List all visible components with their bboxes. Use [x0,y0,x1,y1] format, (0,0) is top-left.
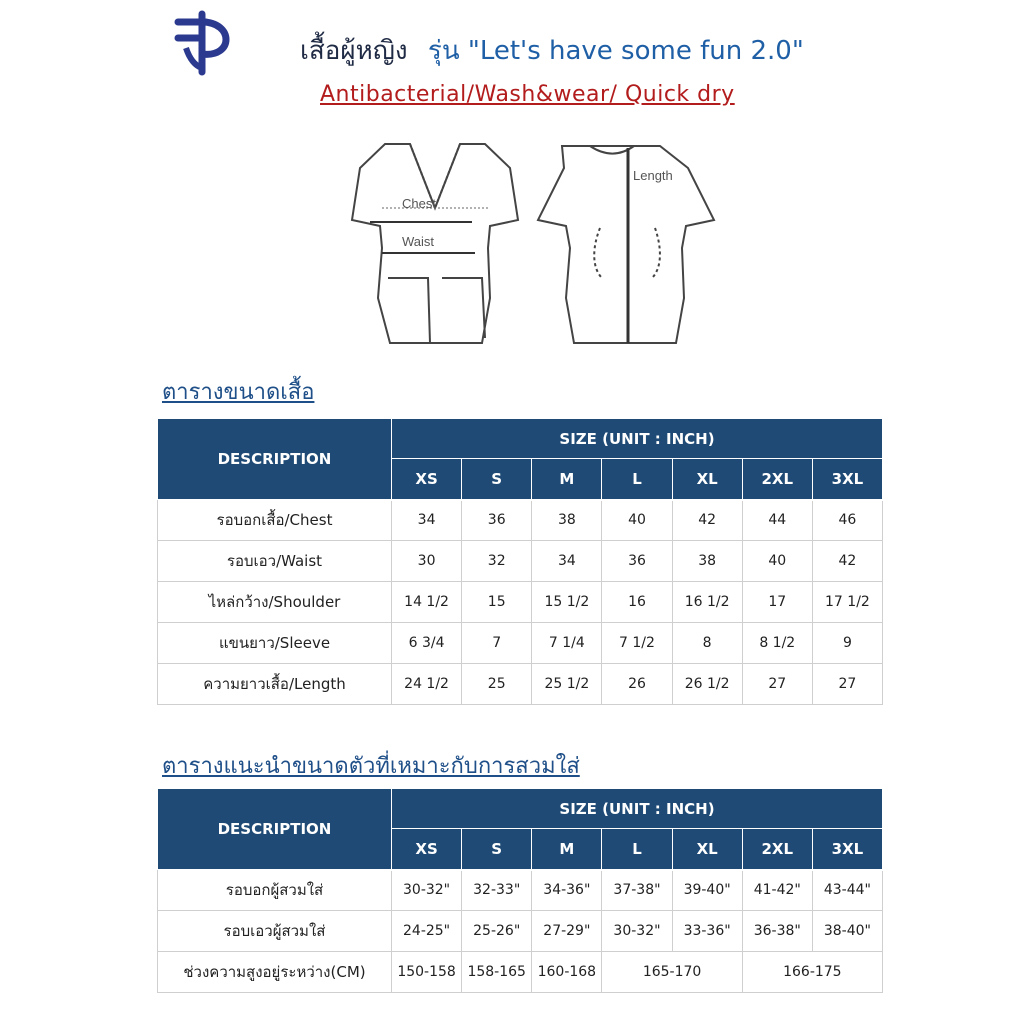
size-header-m: M [532,829,602,870]
row-value: 15 1/2 [532,582,602,623]
table-row [158,664,883,705]
size-unit-header: SIZE (UNIT : INCH) [392,419,883,459]
row-value: 38 [532,500,602,541]
row-label: รอบเอวผู้สวมใส่ [158,911,392,952]
table-row [158,911,883,952]
size-header-2xl: 2XL [742,829,812,870]
table-row [158,623,883,664]
table-row [158,582,883,623]
row-value: 30 [392,541,462,582]
row-value: 25-26" [462,911,532,952]
row-value: 24-25" [392,911,462,952]
row-value: 38-40" [812,911,882,952]
size-table [157,418,883,705]
height-range: 166-175 [742,952,882,993]
row-value: 34 [532,541,602,582]
row-value: 36-38" [742,911,812,952]
size-header-s: S [462,829,532,870]
row-value: 27 [742,664,812,705]
row-value: 26 [602,664,672,705]
row-value: 30-32" [602,911,672,952]
row-value: 37-38" [602,870,672,911]
row-label: ความยาวเสื้อ/Length [158,664,392,705]
table-row [158,500,883,541]
size-header-xs: XS [392,459,462,500]
row-value: 25 1/2 [532,664,602,705]
row-value: 26 1/2 [672,664,742,705]
row-value: 34 [392,500,462,541]
row-value: 30-32" [392,870,462,911]
row-value: 32 [462,541,532,582]
size-header-3xl: 3XL [812,829,882,870]
row-value: 42 [812,541,882,582]
size-header-l: L [602,459,672,500]
size-header-3xl: 3XL [812,459,882,500]
row-value: 41-42" [742,870,812,911]
height-range: 165-170 [602,952,742,993]
row-value: 27 [812,664,882,705]
row-value: 25 [462,664,532,705]
row-label: รอบอกผู้สวมใส่ [158,870,392,911]
length-label: Length [633,168,673,183]
row-value: 32-33" [462,870,532,911]
row-value: 7 1/2 [602,623,672,664]
page-title [300,30,804,71]
row-value: 27-29" [532,911,602,952]
row-value: 14 1/2 [392,582,462,623]
row-value: 7 [462,623,532,664]
row-value: 17 [742,582,812,623]
fit-table [157,788,883,993]
row-value: 43-44" [812,870,882,911]
size-header-xl: XL [672,829,742,870]
feature-subtitle: Antibacterial/Wash&wear/ Quick dry [320,82,735,107]
size-header-xl: XL [672,459,742,500]
row-value: 36 [602,541,672,582]
row-value: 6 3/4 [392,623,462,664]
row-value: 9 [812,623,882,664]
size-header-m: M [532,459,602,500]
row-value: 38 [672,541,742,582]
size-header-s: S [462,459,532,500]
row-value: 39-40" [672,870,742,911]
row-label: ไหล่กว้าง/Shoulder [158,582,392,623]
row-value: 44 [742,500,812,541]
size-header-xs: XS [392,829,462,870]
size-header-2xl: 2XL [742,459,812,500]
row-value: 40 [602,500,672,541]
row-value: 8 [672,623,742,664]
row-value: 8 1/2 [742,623,812,664]
table-row [158,870,883,911]
garment-diagram [330,138,730,358]
row-value: 36 [462,500,532,541]
row-value: 7 1/4 [532,623,602,664]
desc-header: DESCRIPTION [158,419,392,500]
row-value: 16 [602,582,672,623]
chest-label: Chest [402,196,436,211]
size-unit-header: SIZE (UNIT : INCH) [392,789,883,829]
row-value: 16 1/2 [672,582,742,623]
row-value: 34-36" [532,870,602,911]
fit-table-title: ตารางแนะนำขนาดตัวที่เหมาะกับการสวมใส่ [162,754,580,779]
row-label: แขนยาว/Sleeve [158,623,392,664]
row-label: รอบอกเสื้อ/Chest [158,500,392,541]
title-thai: เสื้อผู้หญิง [300,36,408,66]
waist-label: Waist [402,234,435,249]
height-range: 160-168 [532,952,602,993]
row-value: 24 1/2 [392,664,462,705]
size-header-l: L [602,829,672,870]
size-table-title: ตารางขนาดเสื้อ [162,380,315,405]
title-model: รุ่น "Let's have some fun 2.0" [427,36,804,66]
table-row [158,952,883,993]
row-label: รอบเอว/Waist [158,541,392,582]
back-view [538,146,714,343]
row-value: 15 [462,582,532,623]
front-view [352,144,518,343]
row-label: ช่วงความสูงอยู่ระหว่าง(CM) [158,952,392,993]
table-row [158,541,883,582]
row-value: 33-36" [672,911,742,952]
row-value: 40 [742,541,812,582]
brand-logo-icon [172,8,238,78]
desc-header: DESCRIPTION [158,789,392,870]
row-value: 46 [812,500,882,541]
height-range: 158-165 [462,952,532,993]
row-value: 17 1/2 [812,582,882,623]
row-value: 42 [672,500,742,541]
height-range: 150-158 [392,952,462,993]
